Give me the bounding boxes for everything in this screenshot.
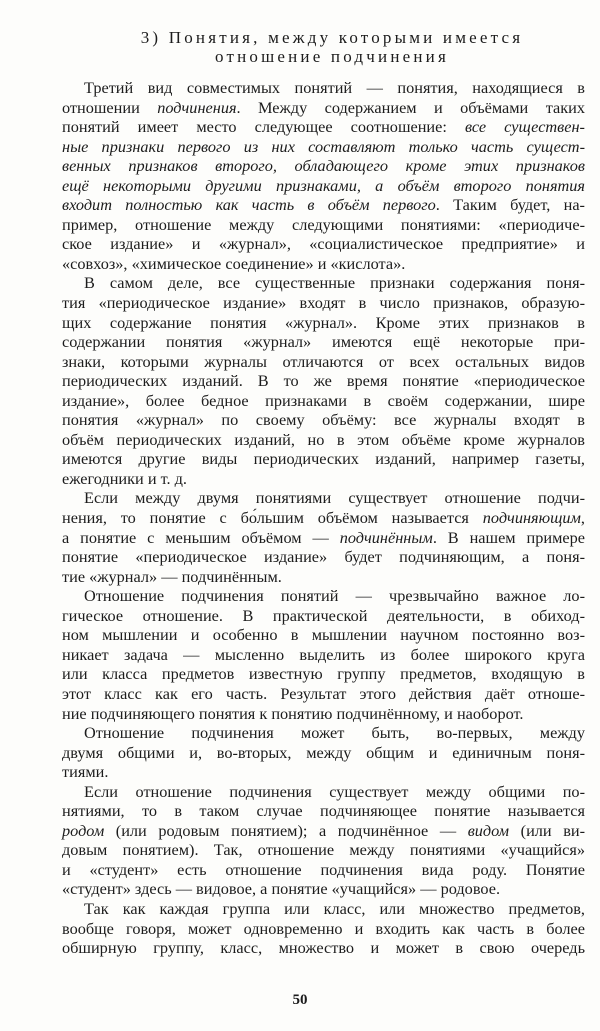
page-number: 50: [292, 992, 308, 1008]
text-segment: . В нашем примере: [432, 527, 585, 547]
text-segment: понятие «периодическое издание» будет подчиняющим, а поня-: [62, 547, 585, 567]
text-line: [62, 723, 585, 743]
text-line: [62, 469, 585, 489]
text-segment: довым понятием). Так, отношение между понятиями «учащийся»: [62, 840, 585, 860]
text-line: [62, 821, 585, 841]
text-segment: этот класс как его часть. Результат этого действия даёт отноше-: [62, 683, 585, 703]
text-line: [62, 840, 585, 860]
text-line: [62, 352, 585, 372]
paragraph: [62, 782, 585, 899]
paragraph: [62, 78, 585, 273]
paragraph: [62, 723, 585, 782]
section-heading-line-1: 3) Понятия, между которыми имеется: [140, 28, 524, 47]
text-line: [62, 176, 585, 196]
text-segment: а понятие с меньшим объёмом —: [62, 527, 340, 547]
text-segment: «совхоз», «химическое соединение» и «кислота».: [62, 253, 406, 273]
text-segment: понятий имеет место следующее соотношение:: [62, 117, 465, 137]
text-line: [62, 625, 585, 645]
italic-term: подчинённым: [339, 527, 433, 547]
text-segment: щих содержание понятия «журнал». Кроме этих признаков в: [62, 312, 585, 332]
text-segment: Отношение подчинения понятий — чрезвычайно важное ло-: [84, 586, 585, 606]
paragraph: [62, 488, 585, 586]
section-heading-line-2: отношение подчинения: [215, 47, 449, 66]
italic-term: родом: [62, 820, 105, 840]
text-line: [62, 98, 585, 118]
text-line: [62, 919, 585, 939]
text-segment: гическое отношение. В практической деятельности, в обиход-: [62, 605, 585, 625]
text-segment: Третий вид совместимых понятий — понятия, находящиеся в: [84, 78, 585, 97]
text-segment: периодических изданий. В то же время понятие «периодическое: [62, 371, 585, 391]
text-segment: или класса предметов известную группу предметов, входящую в: [62, 664, 585, 684]
text-line: [62, 117, 585, 137]
text-line: [62, 645, 585, 665]
text-line: [62, 547, 585, 567]
text-segment: ние подчиняющего понятия к понятию подчинённому, и наоборот.: [62, 703, 524, 723]
text-segment: «студент» здесь — видовое, а понятие «учащийся» — родовое.: [62, 879, 501, 899]
italic-term: ещё некоторыми другими признаками, а объём второго понятия: [62, 175, 585, 195]
italic-term: подчиняющим: [482, 508, 581, 528]
text-segment: . Таким будет, на-: [435, 195, 585, 215]
text-segment: (или родовым понятием); а подчинённое —: [104, 820, 468, 840]
text-line: [62, 293, 585, 313]
text-line: [62, 156, 585, 176]
paragraph: [62, 273, 585, 488]
text-line: [62, 137, 585, 157]
text-segment: Отношение подчинения может быть, во-первых, между: [84, 723, 585, 743]
text-line: [62, 762, 585, 782]
text-segment: тие «журнал» — подчинённым.: [62, 566, 282, 586]
text-segment: Так как каждая группа или класс, или множество предметов,: [84, 898, 585, 918]
text-segment: вообще говоря, может одновременно и входить как часть в более: [62, 918, 585, 938]
text-line: [62, 567, 585, 587]
text-line: [62, 78, 585, 98]
text-line: [62, 938, 585, 958]
text-line: [62, 391, 585, 411]
text-segment: Если между двумя понятиями существует отношение подчи-: [84, 488, 585, 508]
text-line: [62, 860, 585, 880]
text-segment: тия «периодическое издание» входят в число признаков, образую-: [62, 293, 585, 313]
text-segment: знаки, которыми журналы отличаются от всех остальных видов: [62, 351, 585, 371]
text-line: [62, 664, 585, 684]
text-segment: Если отношение подчинения существует между общими по-: [84, 781, 585, 801]
text-line: [62, 234, 585, 254]
text-line: [62, 899, 585, 919]
italic-term: входит полностью как часть в объём первого: [62, 195, 436, 215]
text-line: [62, 215, 585, 235]
text-line: [62, 313, 585, 333]
text-segment: двумя общими и, во-вторых, между общим и единичным поня-: [62, 742, 585, 762]
text-line: [62, 273, 585, 293]
text-segment: ,: [580, 508, 585, 528]
text-segment: ном мышлении и особенно в мышлении научном постоянно воз-: [62, 625, 585, 645]
text-line: [62, 801, 585, 821]
paragraph: [62, 899, 585, 958]
italic-term: подчинения: [157, 97, 237, 117]
text-line: [62, 195, 585, 215]
body-text: [62, 78, 585, 958]
text-line: [62, 743, 585, 763]
text-line: [62, 488, 585, 508]
paragraph: [62, 586, 585, 723]
text-line: [62, 508, 585, 528]
text-segment: . Между содержанием и объёмами таких: [236, 97, 585, 117]
text-segment: издание», более бедное признаками в своём содержании, шире: [62, 390, 585, 410]
text-segment: обширную группу, класс, множество и может в свою очередь: [62, 938, 585, 958]
text-line: [62, 684, 585, 704]
text-segment: имеются другие виды периодических изданий, например газеты,: [62, 449, 585, 469]
text-line: [62, 782, 585, 802]
text-line: [62, 254, 585, 274]
text-segment: пример, отношение между следующими понятиями: «периодиче-: [62, 214, 585, 234]
text-line: [62, 430, 585, 450]
text-segment: В самом деле, все существенные признаки содержания поня-: [84, 273, 585, 293]
text-line: [62, 410, 585, 430]
text-line: [62, 704, 585, 724]
text-segment: нятиями, то в таком случае подчиняющее понятие называется: [62, 801, 585, 821]
italic-term: венных признаков второго, обладающего кроме этих признаков: [62, 156, 585, 176]
text-segment: никает задача — мысленно выделить из более широкого круга: [62, 644, 585, 664]
text-segment: объём периодических изданий, но в этом объёме кроме журналов: [62, 429, 585, 449]
text-segment: (или ви-: [509, 820, 586, 840]
italic-term: ные признаки первого из них составляют только часть сущест-: [62, 136, 585, 156]
text-line: [62, 332, 585, 352]
text-line: [62, 606, 585, 626]
text-segment: ское издание» и «журнал», «социалистическое предприятие» и: [62, 234, 585, 254]
text-segment: содержании понятия «журнал» имеются ещё некоторые при-: [62, 332, 585, 352]
text-segment: ежегодники и т. д.: [62, 468, 188, 488]
text-line: [62, 586, 585, 606]
text-segment: отношении: [62, 97, 158, 117]
text-line: [62, 879, 585, 899]
text-line: [62, 449, 585, 469]
text-line: [62, 371, 585, 391]
italic-term: все существен-: [464, 117, 585, 137]
text-segment: тиями.: [62, 762, 109, 782]
text-segment: нения, то понятие с бо́льшим объёмом называется: [62, 508, 483, 528]
text-segment: и «студент» есть отношение подчинения вида роду. Понятие: [62, 859, 585, 879]
text-segment: понятия «журнал» по своему объёму: все журналы входят в: [62, 410, 585, 430]
text-line: [62, 528, 585, 548]
italic-term: видом: [467, 820, 510, 840]
